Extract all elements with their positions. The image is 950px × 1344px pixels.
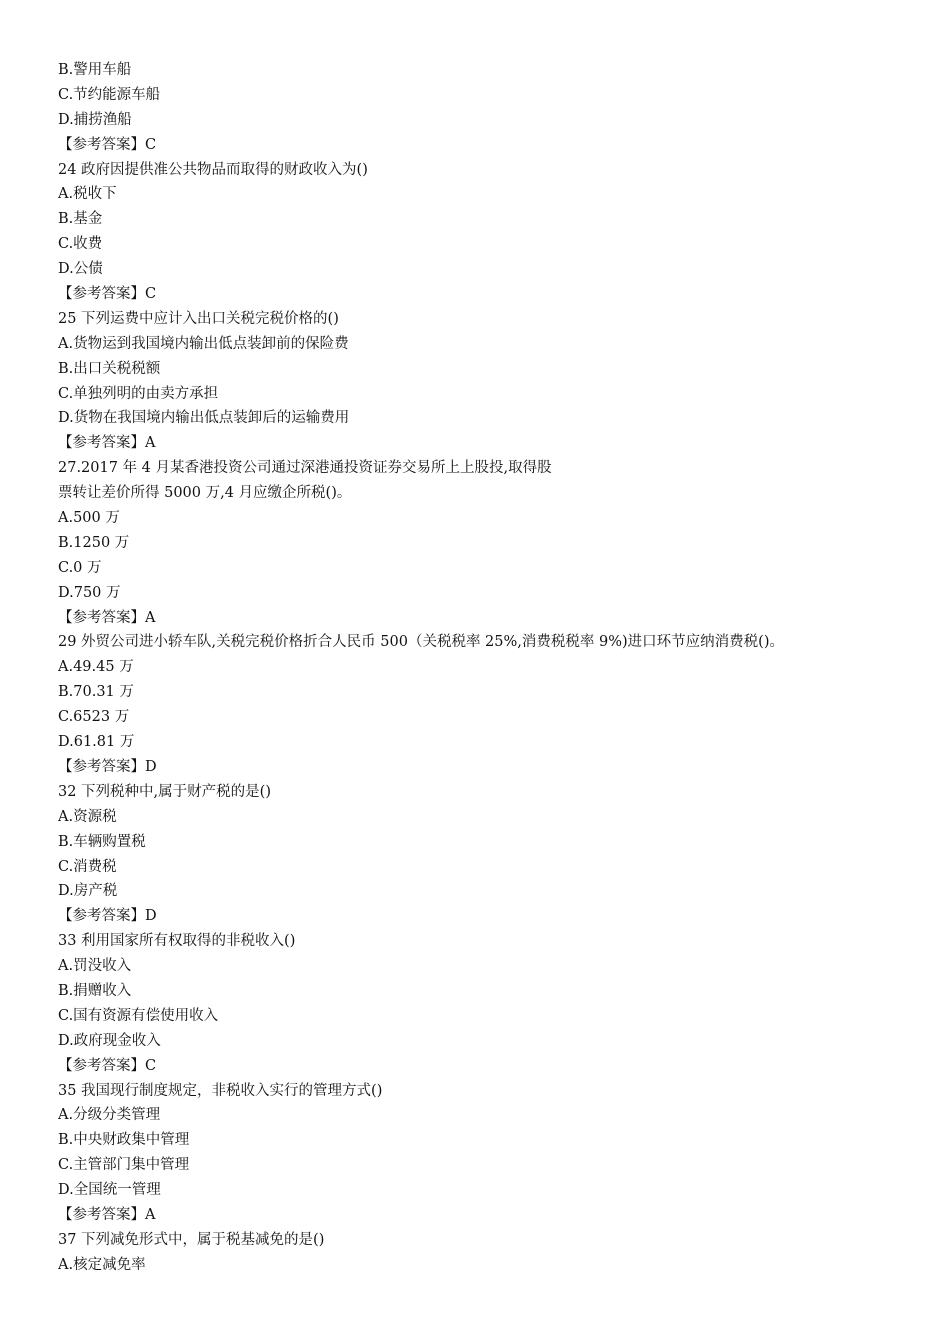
- text-line: 【参考答案】D: [58, 758, 157, 775]
- text-line: D.全国统一管理: [58, 1182, 161, 1199]
- text-line: 【参考答案】C: [58, 286, 157, 303]
- text-line: 【参考答案】A: [58, 609, 156, 626]
- text-line: D.公债: [58, 261, 103, 278]
- text-line: C.主管部门集中管理: [58, 1157, 190, 1174]
- text-line: 票转让差价所得 5000 万,4 月应缴企所税()。: [58, 485, 352, 502]
- text-line: 【参考答案】A: [58, 1206, 156, 1223]
- text-line: B.中央财政集中管理: [58, 1132, 190, 1149]
- text-line: A.核定减免率: [58, 1256, 146, 1273]
- text-line: D.货物在我国境内输出低点装卸后的运输费用: [58, 410, 350, 427]
- text-line: D.捕捞渔船: [58, 111, 132, 128]
- text-line: 33 利用国家所有权取得的非税收入(): [58, 933, 296, 950]
- question-list: [58, 58, 938, 1278]
- text-line: 【参考答案】C: [58, 1057, 157, 1074]
- text-line: C.0 万: [58, 559, 102, 576]
- text-line: A.货物运到我国境内输出低点装卸前的保险费: [58, 335, 349, 352]
- text-line: 24 政府因提供准公共物品而取得的财政收入为(): [58, 161, 368, 178]
- text-line: C.单独列明的由卖方承担: [58, 385, 219, 402]
- text-line: 29 外贸公司进小轿车队,关税完税价格折合人民币 500（关税税率 25%,消费税税率 9%)进口环节应纳消费税()。: [58, 634, 784, 651]
- text-line: A.分级分类管理: [58, 1107, 161, 1124]
- text-line: 【参考答案】A: [58, 435, 156, 452]
- text-line: D.61.81 万: [58, 734, 135, 751]
- text-line: 【参考答案】D: [58, 908, 157, 925]
- text-line: B.捐赠收入: [58, 982, 132, 999]
- text-line: B.警用车船: [58, 62, 132, 78]
- text-line: A.罚没收入: [58, 958, 132, 975]
- text-line: B.车辆购置税: [58, 833, 146, 850]
- text-line: C.消费税: [58, 858, 117, 875]
- text-line: A.49.45 万: [58, 659, 134, 676]
- text-line: 25 下列运费中应计入出口关税完税价格的(): [58, 310, 339, 327]
- text-line: 37 下列减免形式中，属于税基减免的是(): [58, 1231, 325, 1248]
- text-line: 27.2017 年 4 月某香港投资公司通过深港通投资证券交易所上上股投,取得股: [58, 460, 552, 477]
- text-line: B.70.31 万: [58, 684, 134, 701]
- text-line: D.房产税: [58, 883, 118, 900]
- text-line: B.基金: [58, 211, 103, 228]
- text-line: B.出口关税税额: [58, 360, 161, 377]
- text-line: A.500 万: [58, 510, 120, 527]
- text-line: A.资源税: [58, 808, 117, 825]
- text-line: C.6523 万: [58, 709, 130, 726]
- text-line: 32 下列税种中,属于财产税的是(): [58, 783, 271, 800]
- text-line: D.750 万: [58, 584, 121, 601]
- text-line: A.税收下: [58, 186, 117, 203]
- text-line: 35 我国现行制度规定，非税收入实行的管理方式(): [58, 1082, 383, 1099]
- text-line: D.政府现金收入: [58, 1032, 161, 1049]
- text-line: C.节约能源车船: [58, 86, 161, 103]
- text-line: C.收费: [58, 236, 103, 253]
- text-line: B.1250 万: [58, 534, 130, 551]
- text-line: 【参考答案】C: [58, 136, 157, 153]
- text-line: C.国有资源有偿使用收入: [58, 1007, 219, 1024]
